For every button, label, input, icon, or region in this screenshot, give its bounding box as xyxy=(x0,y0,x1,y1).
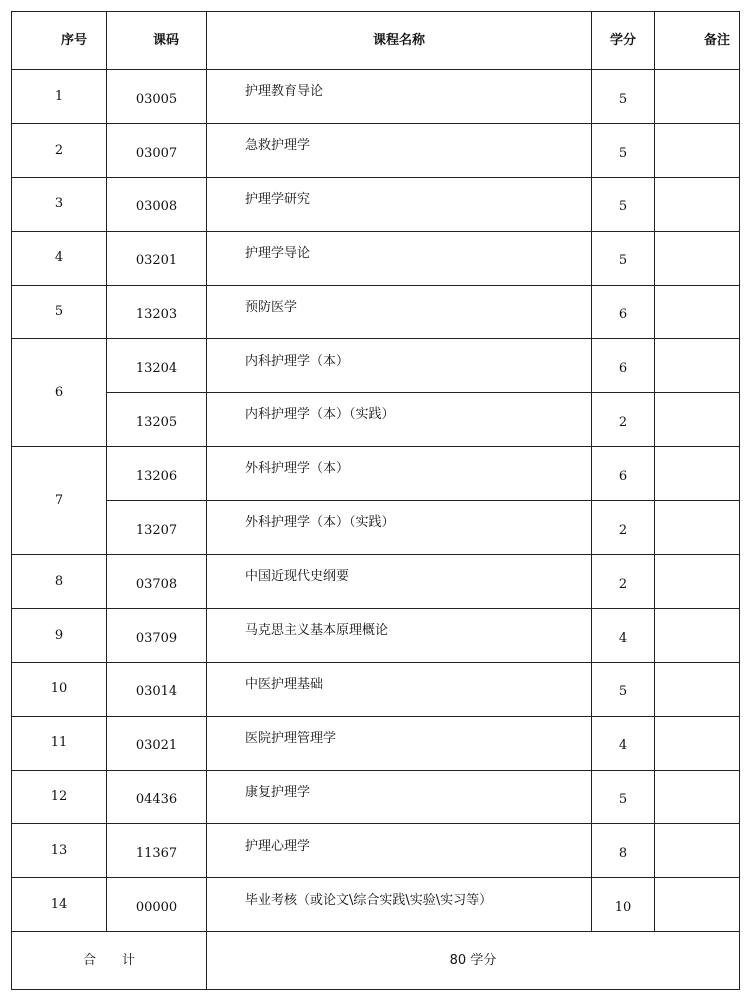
row-seq: 3 xyxy=(12,177,107,231)
row-note xyxy=(655,555,740,609)
row-credits: 4 xyxy=(592,608,655,662)
row-code: 03005 xyxy=(107,70,207,124)
row-seq: 4 xyxy=(12,231,107,285)
row-name: 康复护理学 xyxy=(207,770,592,824)
total-row xyxy=(12,932,740,990)
row-credits: 2 xyxy=(592,501,655,555)
row-name: 内科护理学（本）（实践） xyxy=(207,393,592,447)
table-row xyxy=(12,393,740,447)
row-credits: 5 xyxy=(592,662,655,716)
row-code: 03008 xyxy=(107,177,207,231)
header-row xyxy=(12,12,740,70)
row-note xyxy=(655,501,740,555)
row-credits: 2 xyxy=(592,555,655,609)
row-credits: 5 xyxy=(592,231,655,285)
row-code: 11367 xyxy=(107,824,207,878)
row-code: 03021 xyxy=(107,716,207,770)
header-note: 备注 xyxy=(655,12,740,70)
row-code: 03201 xyxy=(107,231,207,285)
row-seq: 10 xyxy=(12,662,107,716)
row-name: 外科护理学（本）（实践） xyxy=(207,501,592,555)
row-name: 内科护理学（本） xyxy=(207,339,592,393)
row-credits: 5 xyxy=(592,70,655,124)
row-name: 中国近现代史纲要 xyxy=(207,555,592,609)
row-seq: 6 xyxy=(12,339,107,447)
row-note xyxy=(655,447,740,501)
row-name: 护理教育导论 xyxy=(207,70,592,124)
table-row xyxy=(12,501,740,555)
row-seq: 14 xyxy=(12,878,107,932)
row-seq: 13 xyxy=(12,824,107,878)
table-row xyxy=(12,231,740,285)
table-row xyxy=(12,123,740,177)
row-seq: 7 xyxy=(12,447,107,555)
row-seq: 11 xyxy=(12,716,107,770)
row-credits: 5 xyxy=(592,177,655,231)
row-credits: 5 xyxy=(592,770,655,824)
row-note xyxy=(655,716,740,770)
header-code: 课码 xyxy=(107,12,207,70)
row-code: 00000 xyxy=(107,878,207,932)
row-name: 毕业考核（或论文\综合实践\实验\实习等） xyxy=(207,878,592,932)
row-note xyxy=(655,770,740,824)
header-name: 课程名称 xyxy=(207,12,592,70)
total-label: 合计 xyxy=(12,932,207,990)
row-name: 中医护理基础 xyxy=(207,662,592,716)
row-credits: 8 xyxy=(592,824,655,878)
row-code: 13204 xyxy=(107,339,207,393)
row-credits: 10 xyxy=(592,878,655,932)
row-credits: 6 xyxy=(592,285,655,339)
table-row xyxy=(12,770,740,824)
table-row xyxy=(12,824,740,878)
row-credits: 6 xyxy=(592,339,655,393)
row-note xyxy=(655,177,740,231)
row-note xyxy=(655,339,740,393)
row-note xyxy=(655,393,740,447)
row-code: 03007 xyxy=(107,123,207,177)
row-code: 13207 xyxy=(107,501,207,555)
row-seq: 1 xyxy=(12,70,107,124)
row-code: 13203 xyxy=(107,285,207,339)
row-credits: 5 xyxy=(592,123,655,177)
header-seq: 序号 xyxy=(12,12,107,70)
row-note xyxy=(655,824,740,878)
row-code: 03709 xyxy=(107,608,207,662)
row-seq: 2 xyxy=(12,123,107,177)
row-name: 马克思主义基本原理概论 xyxy=(207,608,592,662)
row-note xyxy=(655,231,740,285)
row-name: 预防医学 xyxy=(207,285,592,339)
row-credits: 4 xyxy=(592,716,655,770)
curriculum-table xyxy=(11,11,740,990)
row-seq: 5 xyxy=(12,285,107,339)
table-row xyxy=(12,447,740,501)
row-code: 13206 xyxy=(107,447,207,501)
table-row xyxy=(12,662,740,716)
row-seq: 12 xyxy=(12,770,107,824)
row-seq: 9 xyxy=(12,608,107,662)
row-note xyxy=(655,662,740,716)
table-row xyxy=(12,285,740,339)
row-note xyxy=(655,285,740,339)
row-note xyxy=(655,878,740,932)
row-name: 护理学导论 xyxy=(207,231,592,285)
row-note xyxy=(655,608,740,662)
row-name: 医院护理管理学 xyxy=(207,716,592,770)
row-note xyxy=(655,123,740,177)
table-row xyxy=(12,555,740,609)
row-code: 13205 xyxy=(107,393,207,447)
row-name: 护理心理学 xyxy=(207,824,592,878)
row-credits: 6 xyxy=(592,447,655,501)
row-name: 护理学研究 xyxy=(207,177,592,231)
table-row xyxy=(12,177,740,231)
header-credits: 学分 xyxy=(592,12,655,70)
table-row xyxy=(12,608,740,662)
table-row xyxy=(12,339,740,393)
row-note xyxy=(655,70,740,124)
table-row xyxy=(12,70,740,124)
row-code: 03708 xyxy=(107,555,207,609)
row-code: 03014 xyxy=(107,662,207,716)
table-row xyxy=(12,716,740,770)
table-row xyxy=(12,878,740,932)
row-code: 04436 xyxy=(107,770,207,824)
row-name: 外科护理学（本） xyxy=(207,447,592,501)
row-seq: 8 xyxy=(12,555,107,609)
row-name: 急救护理学 xyxy=(207,123,592,177)
row-credits: 2 xyxy=(592,393,655,447)
total-value: 80 学分 xyxy=(207,932,740,990)
